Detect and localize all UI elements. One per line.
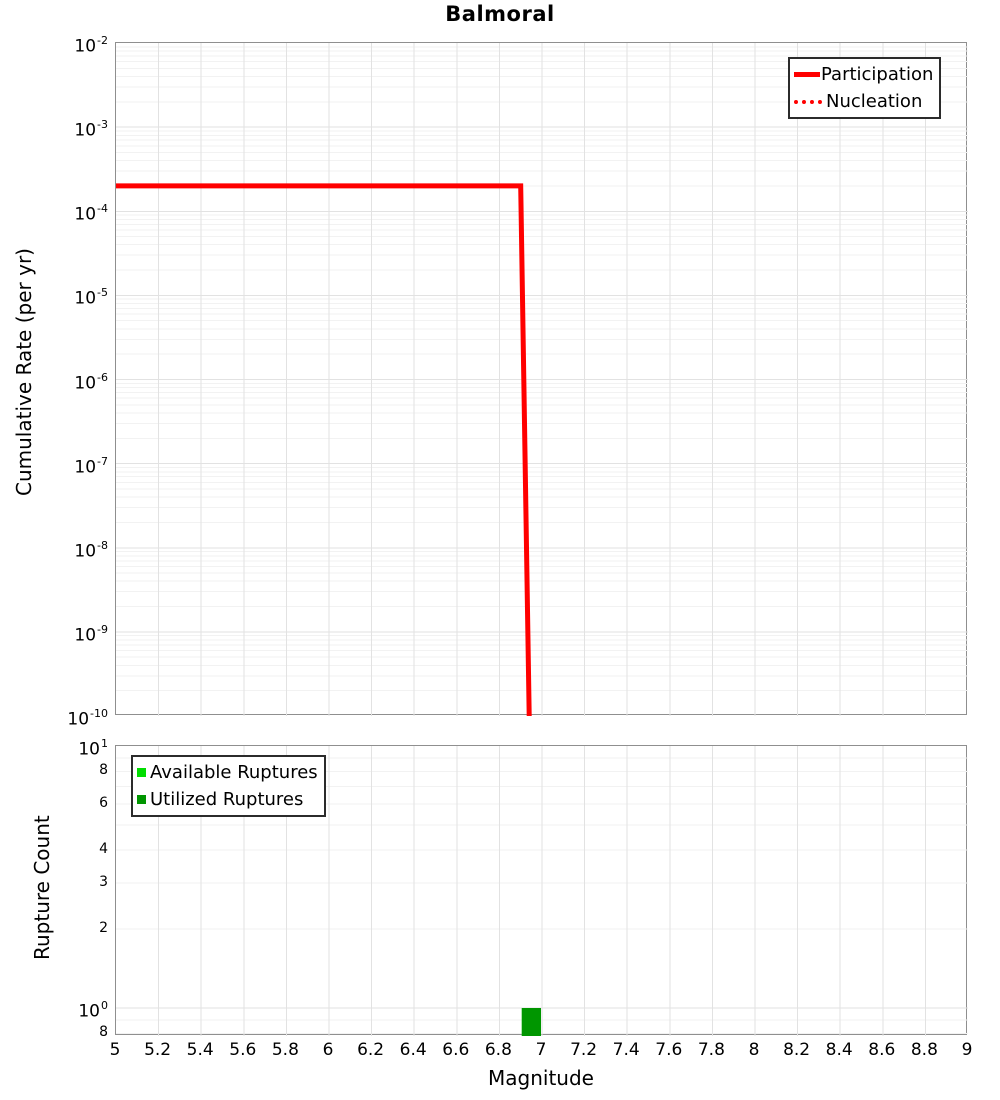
solid-line-swatch xyxy=(794,72,820,77)
participation-line xyxy=(116,186,529,716)
legend-label-participation: Participation xyxy=(821,64,934,85)
top-y-axis-label: Cumulative Rate (per yr) xyxy=(12,248,36,496)
top-y-tick-label: $10^{-9}$ xyxy=(74,622,108,646)
x-tick-label: 7.8 xyxy=(697,1040,725,1060)
top-plot-area xyxy=(115,42,967,715)
x-tick-label: 9 xyxy=(961,1040,973,1060)
x-tick-label: 5.2 xyxy=(144,1040,172,1060)
utilized-color-swatch xyxy=(137,795,146,804)
x-tick-label: 6.4 xyxy=(399,1040,427,1060)
top-y-tick-label: $10^{-2}$ xyxy=(74,34,108,57)
x-tick-label: 5.8 xyxy=(271,1040,299,1060)
x-tick-label: 5.4 xyxy=(186,1040,214,1060)
bottom-y-tick-label: 6 xyxy=(99,795,108,812)
top-y-tick-label: $10^{-10}$ xyxy=(67,707,108,730)
legend-row-participation xyxy=(794,61,933,88)
available-color-swatch xyxy=(137,768,146,777)
bottom-y-tick-label: 4 xyxy=(99,841,108,858)
legend-row-available xyxy=(137,759,318,786)
x-tick-label: 8.4 xyxy=(825,1040,853,1060)
x-tick-label: 6 xyxy=(322,1040,334,1060)
legend-row-nucleation xyxy=(794,88,933,115)
x-tick-label: 7 xyxy=(535,1040,547,1060)
x-tick-label: 7.4 xyxy=(612,1040,640,1060)
utilized-ruptures-bar xyxy=(522,1008,541,1036)
dotted-line-swatch xyxy=(794,100,822,104)
bottom-y-tick-label: 8 xyxy=(99,762,108,779)
legend-label-nucleation: Nucleation xyxy=(826,91,923,112)
bottom-y-axis-label: Rupture Count xyxy=(30,815,54,960)
x-tick-label: 7.6 xyxy=(655,1040,683,1060)
rate-legend xyxy=(788,57,941,119)
legend-label-available: Available Ruptures xyxy=(150,762,318,783)
top-y-tick-label: $10^{-6}$ xyxy=(74,370,108,394)
x-tick-label: 7.2 xyxy=(570,1040,598,1060)
legend-row-utilized xyxy=(137,786,318,813)
x-tick-label: 8.8 xyxy=(910,1040,938,1060)
top-y-tick-label: $10^{-4}$ xyxy=(74,202,108,225)
top-y-tick-label: $10^{-5}$ xyxy=(74,286,108,310)
rupture-legend xyxy=(131,755,326,817)
legend-label-utilized: Utilized Ruptures xyxy=(150,789,304,810)
nucleation-line xyxy=(116,186,529,716)
x-tick-label: 8.2 xyxy=(783,1040,811,1060)
top-y-tick-label: $10^{-7}$ xyxy=(74,454,108,478)
x-tick-label: 5.6 xyxy=(229,1040,257,1060)
bottom-y-tick-label: $10^0$ xyxy=(78,998,108,1022)
x-tick-label: 8 xyxy=(748,1040,760,1060)
x-tick-label: 5 xyxy=(109,1040,121,1060)
chart-title: Balmoral xyxy=(445,2,555,26)
bottom-y-tick-label: 8 xyxy=(99,1024,108,1041)
bottom-y-tick-label: 3 xyxy=(99,873,108,890)
x-tick-label: 6.6 xyxy=(442,1040,470,1060)
x-tick-label: 8.6 xyxy=(868,1040,896,1060)
bottom-y-tick-label: 2 xyxy=(99,920,108,937)
top-y-tick-label: $10^{-3}$ xyxy=(74,118,108,141)
x-tick-label: 6.8 xyxy=(484,1040,512,1060)
bottom-y-tick-label: $10^1$ xyxy=(78,737,108,760)
x-axis-label: Magnitude xyxy=(488,1066,594,1090)
top-y-tick-label: $10^{-8}$ xyxy=(74,538,108,562)
x-tick-label: 6.2 xyxy=(357,1040,385,1060)
